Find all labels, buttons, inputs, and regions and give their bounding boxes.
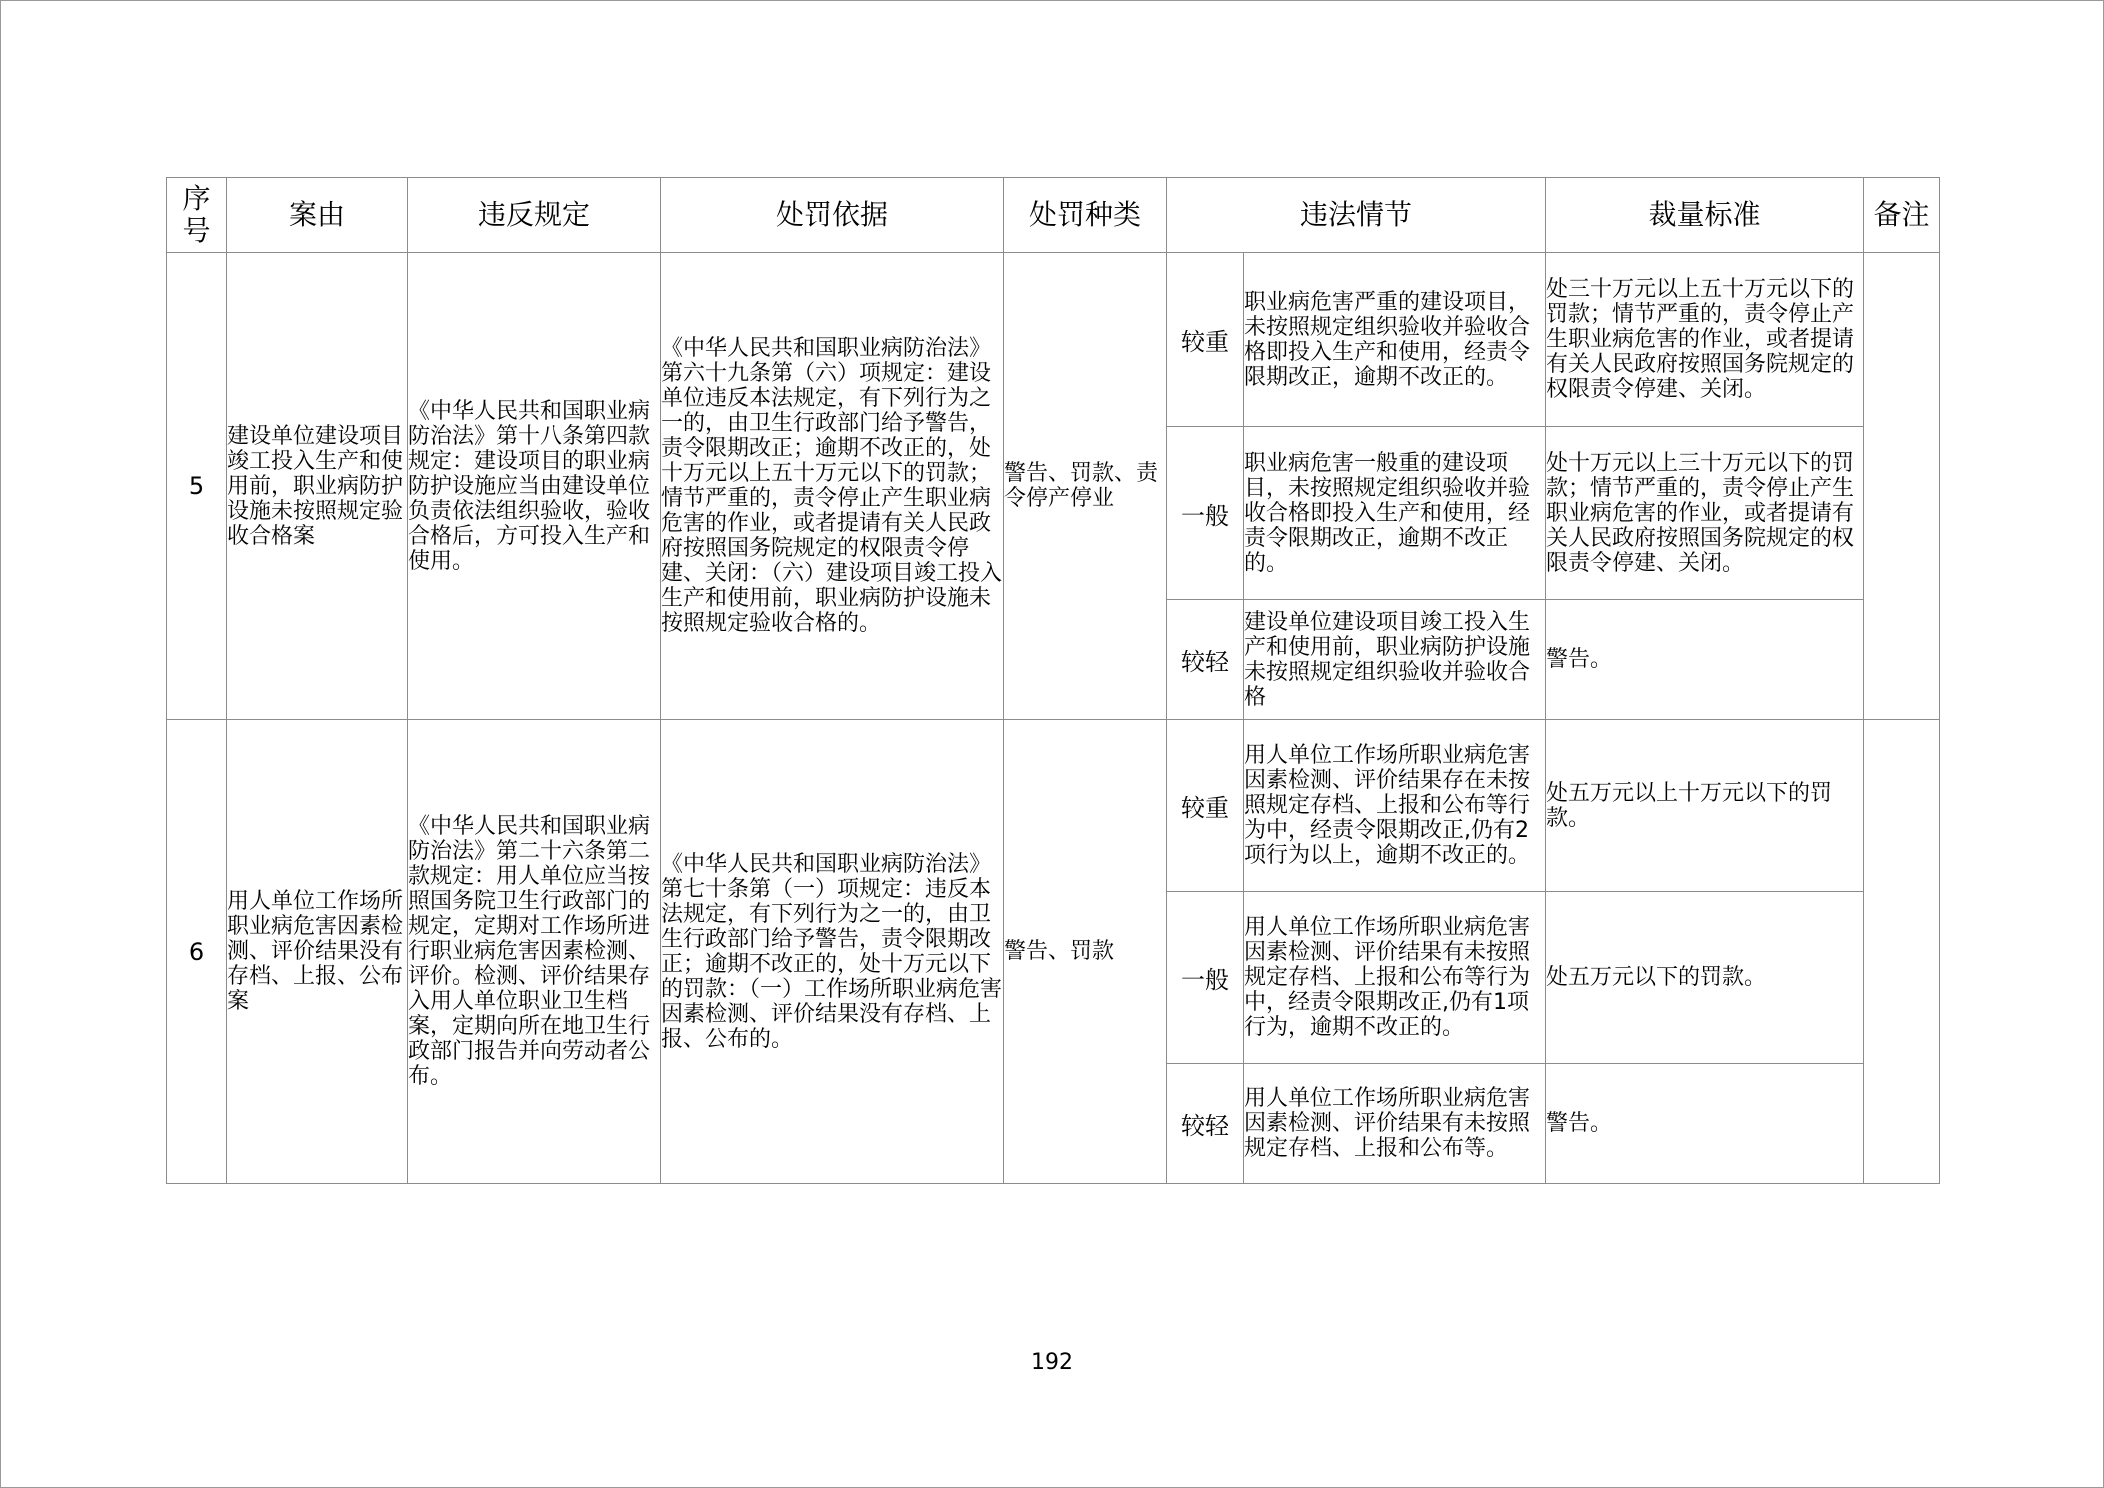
penalty-type: 警告、罚款 bbox=[1004, 720, 1167, 1184]
penalty-basis: 《中华人民共和国职业病防治法》第六十九条第（六）项规定：建设单位违反本法规定，有下列行为之一的，由卫生行政部门给予警告，责令限期改正；逾期不改正的，处十万元以上五十万元以下的罚款；情节严重的，责令停止产生职业病危害的作业，或者提请有关人民政府按照国务院规定的权限责令停建、关闭：（六）建设项目竣工投入生产和使用前，职业病防护设施未按照规定验收合格的。 bbox=[661, 253, 1004, 720]
severity-level: 较轻 bbox=[1167, 1064, 1244, 1184]
header-note: 备注 bbox=[1864, 178, 1940, 253]
header-cause: 案由 bbox=[227, 178, 408, 253]
circumstance: 职业病危害一般重的建设项目，未按照规定组织验收并验收合格即投入生产和使用，经责令限期改正，逾期不改正的。 bbox=[1244, 427, 1546, 600]
header-violation: 违反规定 bbox=[408, 178, 661, 253]
severity-level: 一般 bbox=[1167, 892, 1244, 1064]
circumstance: 用人单位工作场所职业病危害因素检测、评价结果有未按照规定存档、上报和公布等。 bbox=[1244, 1064, 1546, 1184]
discretion-standard: 处五万元以下的罚款。 bbox=[1546, 892, 1864, 1064]
header-penalty-type: 处罚种类 bbox=[1004, 178, 1167, 253]
severity-level: 较重 bbox=[1167, 720, 1244, 892]
table-row bbox=[167, 253, 1940, 427]
discretion-standard: 警告。 bbox=[1546, 600, 1864, 720]
discretion-standard: 处十万元以上三十万元以下的罚款；情节严重的，责令停止产生职业病危害的作业，或者提请有关人民政府按照国务院规定的权限责令停建、关闭。 bbox=[1546, 427, 1864, 600]
header-circumstance: 违法情节 bbox=[1167, 178, 1546, 253]
circumstance: 用人单位工作场所职业病危害因素检测、评价结果有未按照规定存档、上报和公布等行为中，经责令限期改正,仍有1项行为，逾期不改正的。 bbox=[1244, 892, 1546, 1064]
discretion-standard: 警告。 bbox=[1546, 1064, 1864, 1184]
severity-level: 较重 bbox=[1167, 253, 1244, 427]
header-standard: 裁量标准 bbox=[1546, 178, 1864, 253]
circumstance: 建设单位建设项目竣工投入生产和使用前，职业病防护设施未按照规定组织验收并验收合格 bbox=[1244, 600, 1546, 720]
remark bbox=[1864, 720, 1940, 1184]
header-row bbox=[167, 178, 1940, 253]
violated-provision: 《中华人民共和国职业病防治法》第十八条第四款规定：建设项目的职业病防护设施应当由建设单位负责依法组织验收，验收合格后，方可投入生产和使用。 bbox=[408, 253, 661, 720]
row-number: 5 bbox=[167, 253, 227, 720]
case-cause: 用人单位工作场所职业病危害因素检测、评价结果没有存档、上报、公布案 bbox=[227, 720, 408, 1184]
penalty-discretion-table bbox=[166, 177, 1940, 1184]
discretion-standard: 处三十万元以上五十万元以下的罚款；情节严重的，责令停止产生职业病危害的作业，或者提请有关人民政府按照国务院规定的权限责令停建、关闭。 bbox=[1546, 253, 1864, 427]
discretion-standard: 处五万元以上十万元以下的罚款。 bbox=[1546, 720, 1864, 892]
table-row bbox=[167, 720, 1940, 892]
header-no: 序号 bbox=[167, 178, 227, 253]
severity-level: 较轻 bbox=[1167, 600, 1244, 720]
violated-provision: 《中华人民共和国职业病防治法》第二十六条第二款规定：用人单位应当按照国务院卫生行政部门的规定，定期对工作场所进行职业病危害因素检测、评价。检测、评价结果存入用人单位职业卫生档案，定期向所在地卫生行政部门报告并向劳动者公布。 bbox=[408, 720, 661, 1184]
penalty-basis: 《中华人民共和国职业病防治法》第七十条第（一）项规定：违反本法规定，有下列行为之一的，由卫生行政部门给予警告，责令限期改正；逾期不改正的，处十万元以下的罚款：（一）工作场所职业病危害因素检测、评价结果没有存档、上报、公布的。 bbox=[661, 720, 1004, 1184]
page-number: 192 bbox=[1031, 1350, 1073, 1375]
penalty-type: 警告、罚款、责令停产停业 bbox=[1004, 253, 1167, 720]
severity-level: 一般 bbox=[1167, 427, 1244, 600]
circumstance: 用人单位工作场所职业病危害因素检测、评价结果存在未按照规定存档、上报和公布等行为中，经责令限期改正,仍有2项行为以上，逾期不改正的。 bbox=[1244, 720, 1546, 892]
circumstance: 职业病危害严重的建设项目，未按照规定组织验收并验收合格即投入生产和使用，经责令限期改正，逾期不改正的。 bbox=[1244, 253, 1546, 427]
case-cause: 建设单位建设项目竣工投入生产和使用前，职业病防护设施未按照规定验收合格案 bbox=[227, 253, 408, 720]
remark bbox=[1864, 253, 1940, 720]
header-basis: 处罚依据 bbox=[661, 178, 1004, 253]
row-number: 6 bbox=[167, 720, 227, 1184]
